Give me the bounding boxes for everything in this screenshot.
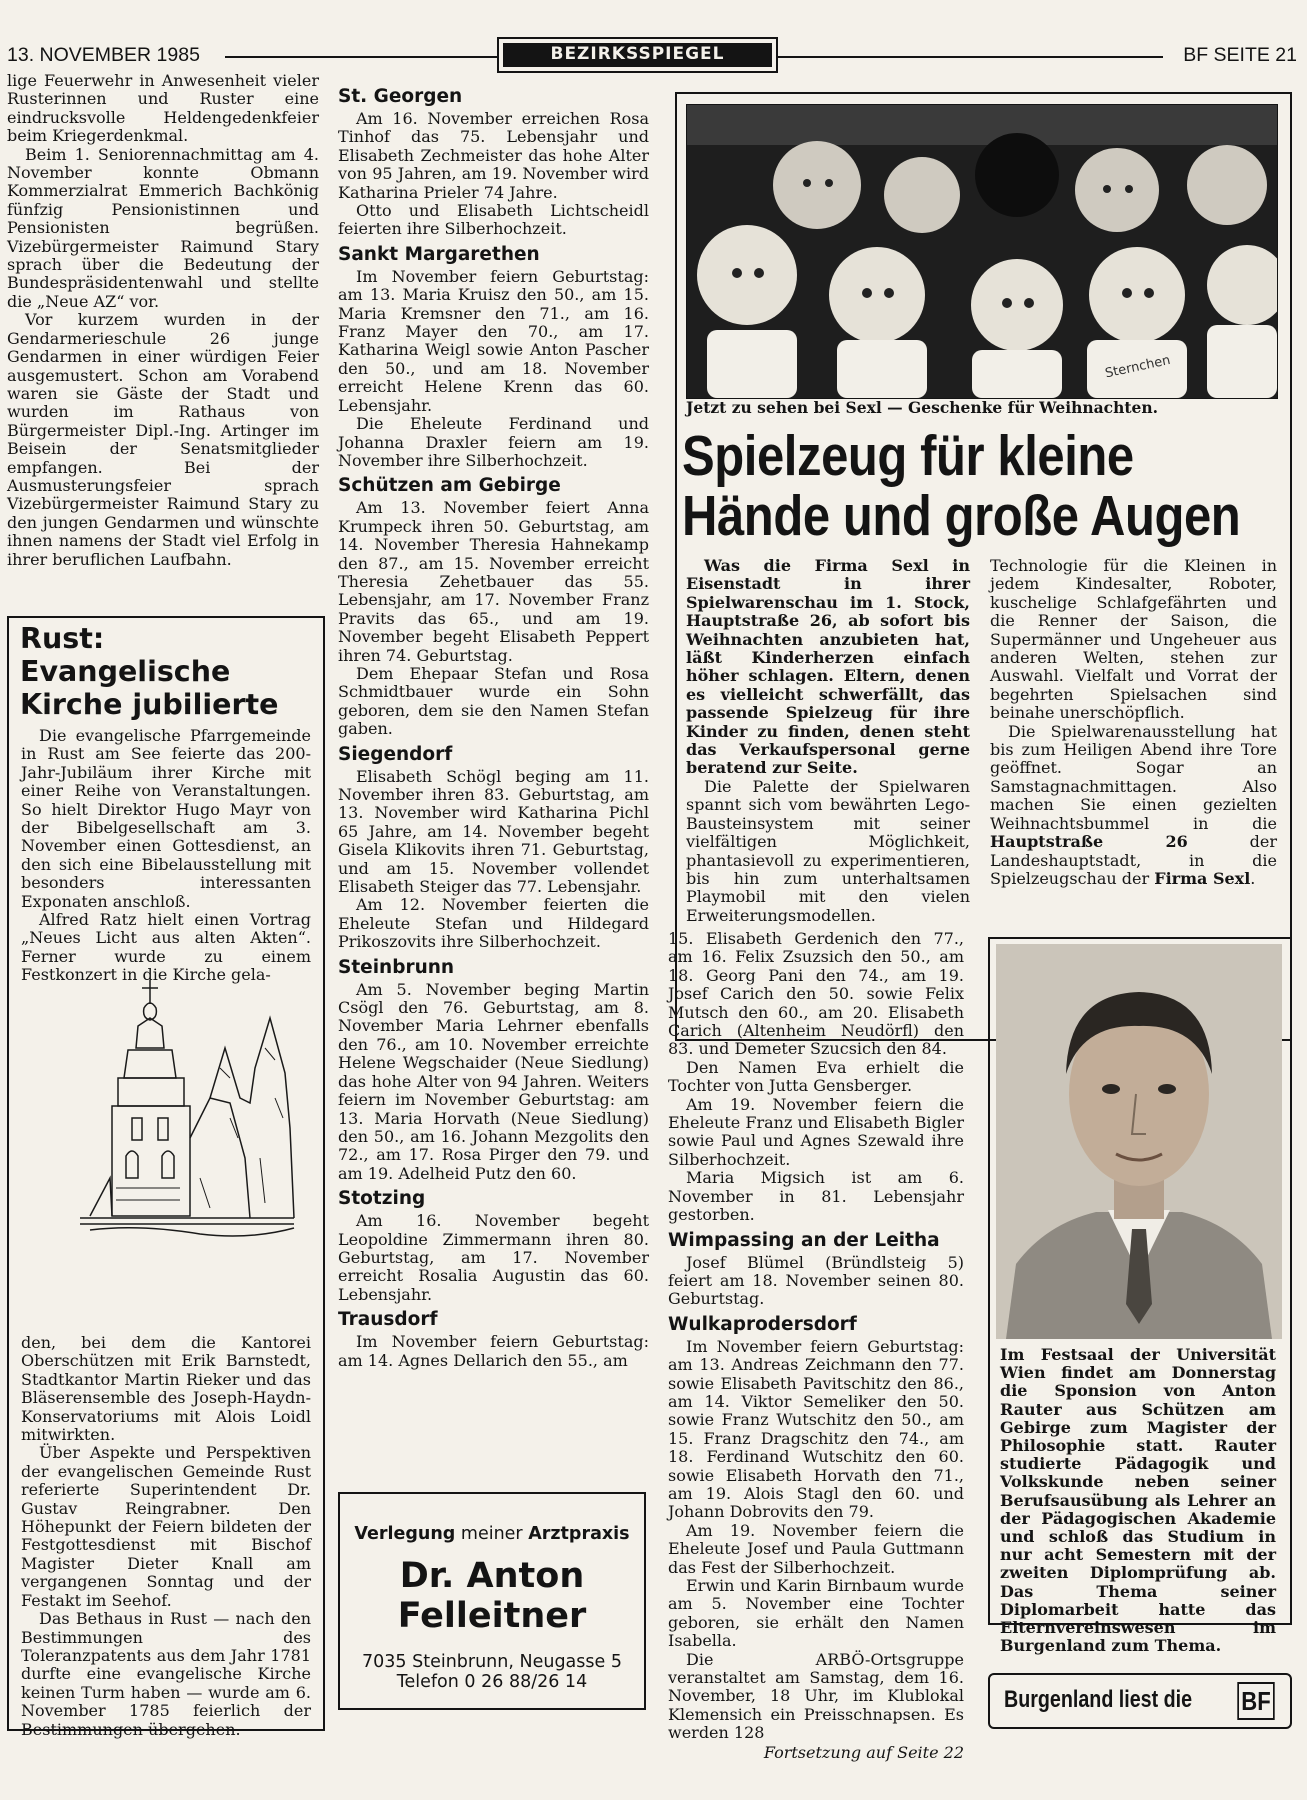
section-heading: Wimpassing an der Leitha [668,1229,940,1251]
article-headline [682,424,1241,548]
paragraph: Den Namen Eva erhielt die Tochter von Jutta Gensberger. [668,1057,964,1096]
column-family-news [338,86,649,1370]
ad-announcement [340,1524,644,1544]
paragraph: Das Bethaus in Rust — nach den Bestimmungen des Toleranzpatents aus dem Jahr 1781 durfte eine evangelische Kirche keinen Turm haben — wurde am 6. November 1785 feierlich der Bestimmungen übergehen. [21,1609,311,1739]
ad-phone: Telefon 0 26 88/26 14 [396,1672,588,1692]
paragraph: Technologie für die Kleinen in jedem Kindesalter, Roboter, kuschelige Schlafgefährten und die Renner der Saison, die Supermänner und Ungeheuer aus anderen Welten, stehen zur Auswahl. Vielfalt und Vorrat der begehrten Spielsachen sind beinahe unerschöpflich. [990,556,1277,723]
address-highlight: Hauptstraße 26 [990,832,1188,852]
paragraph: Im November feiern Geburtstag: am 14. Agnes Dellarich den 55., am [338,1332,649,1370]
issue-date: 13. NOVEMBER 1985 [7,44,200,66]
paragraph: Alfred Ratz hielt einen Vortrag „Neues Licht aus alten Akten“. Ferner wurde zu einem Festkonzert in die Kirche gela- [21,910,311,985]
promo-text: Burgenland liest die [1004,1686,1193,1713]
company-name: Firma Sexl [1154,868,1251,888]
paragraph: Josef Blümel (Bründlsteig 5) feiert am 18. November seinen 80. Geburtstag. [668,1252,964,1309]
dolls-illustration [687,105,1277,398]
section-heading: Siegendorf [338,743,453,765]
portrait-photo [996,944,1282,1339]
ad-word: Verlegung [354,1524,456,1544]
text-run: der Landeshauptstadt, in die Spielzeugschau der [990,832,1277,888]
paragraph: Am 5. November beging Martin Csögl den 76. Geburtstag, am 8. November Maria Lehrner ebenfalls den 76., am 10. November erreichte Helene Wegschaider (Neue Siedlung) das hohe Alter von 94 Jahren. Weiters feiern im November Geburtstag: am 13. Maria Horvath (Neue Siedlung) den 50., am 16. Johann Mezgolits den 72., am 17. Rosa Pirger den 79. und am 19. Adelheid Putz den 60. [338,979,649,1183]
paragraph: Beim 1. Seniorennachmittag am 4. November konnte Obmann Kommerzialrat Emmerich Bachkönig fünfzig Pensionistinnen und Pensionisten begrüßen. Vizebürgermeister Raimund Stary sprach über die Bedeutung der Bundespräsidentenwahl und stellte die „Neue AZ“ vor. [7,144,319,311]
ad-word: Arztpraxis [528,1524,630,1544]
photo-caption: Jetzt zu sehen bei Sexl — Geschenke für Weihnachten. [686,398,1159,417]
text-run: Die Spielwarenausstellung hat bis zum Heiligen Abend ihre Tore geöffnet. Sogar an Samstagnachmittagen. Also machen Sie einen gezielten Weihnachtsbummel in die [990,721,1277,833]
church-drawing [80,978,300,1278]
section-heading: Schützen am Gebirge [338,475,561,497]
ad-name-line-2: Felleitner [397,1596,587,1636]
section-heading: Trausdorf [338,1309,438,1331]
bf-logo: BF [1237,1682,1274,1720]
article-body-left [686,557,970,925]
ad-doctor-name [340,1556,644,1636]
ad-word: meiner [455,1524,529,1544]
paragraph: 15. Elisabeth Gerdenich den 77., am 16. Felix Zsuzsich den 50., am 18. Georg Pani den 74., am 19. Josef Carich den 50. sowie Felix Mutsch den 60., am 20. Elisabeth Carich (Altenheim Neudörfl) den 83. und Demeter Szucsich den 84. [668,929,964,1059]
column-family-news-continued [668,930,964,1762]
paragraph: Am 16. November begeht Leopoldine Zimmermann ihren 80. Geburtstag, am 17. November erreicht Rosalia Augustin das 60. Lebensjahr. [338,1211,649,1304]
lead-paragraph: Was die Firma Sexl in Eisenstadt in ihrer Spielwarenschau im 1. Stock, Hauptstraße 26, ab sofort bis Weihnachten anzubieten hat, läßt Kinderherzen einfach höher schlagen. Eltern, denen es vielleicht schwerfällt, das passende Spielzeug für ihre Kinder zu finden, denen steht das Verkaufspersonal gerne beratend zur Seite. [686,556,970,778]
doll-shirt-text: Sternchen [1103,352,1172,382]
section-heading: Wulkaprodersdorf [668,1313,857,1335]
advertisement-doctor [338,1492,646,1710]
portrait-illustration [996,944,1282,1339]
text-run: . [1250,868,1256,888]
ad-address: 7035 Steinbrunn, Neugasse 5 [362,1652,622,1672]
header-rule-left [225,56,497,58]
headline-line-2: Hände und große Augen [682,484,1241,548]
paragraph: Die Palette der Spielwaren spannt sich vom bewährten Lego-Bausteinsystem mit seiner vielfältigen Möglichkeit, phantasievoll zu experimentieren, bis hin zum unterhaltsamen Playmobil mit den vielen Erweiterungsmodellen. [686,776,970,925]
paragraph: Im November feiern Geburtstag: am 13. Andreas Zeichmann den 77. sowie Elisabeth Pavitschitz den 86., am 14. Viktor Semeliker den 50. sowie Franz Wutschitz den 50., am 15. Franz Dragschitz den 74., am 18. Ferdinand Wutschitz den 60. sowie Elisabeth Horvath den 71., am 19. Alois Stagl den 60. und Johann Dobrovits den 79. [668,1336,964,1522]
section-heading: Stotzing [338,1188,426,1210]
article-body-right [990,557,1277,888]
paragraph: Die ARBÖ-Ortsgruppe veranstaltet am Samstag, dem 16. November, 18 Uhr, im Klublokal Klemensich ein Preisschnapsen. Es werden 128 [668,1649,964,1743]
paragraph: Die Eheleute Ferdinand und Johanna Draxler feiern am 19. November ihre Silberhochzeit. [338,414,649,470]
article-body-part1 [21,727,311,985]
paragraph: Dem Ehepaar Stefan und Rosa Schmidtbauer wurde ein Sohn geboren, dem sie den Namen Stefan gaben. [338,663,649,739]
section-heading: St. Georgen [338,86,463,107]
paragraph: Am 13. November feiert Anna Krumpeck ihren 50. Geburtstag, am 14. November Theresia Hahnekamp den 87., am 15. November erreicht Theresia Zehetbauer das 55. Lebensjahr, am 17. November Franz Pravits das 65., und am 19. November begeht Elisabeth Peppert ihren 74. Geburtstag. [338,498,649,665]
paragraph: Am 19. November feiern die Eheleute Josef und Paula Guttmann das Fest der Silberhochzeit. [668,1520,964,1577]
section-title: BEZIRKSSPIEGEL [503,43,772,67]
photo-dolls [686,104,1278,399]
paragraph: Über Aspekte und Perspektiven der evangelischen Gemeinde Rust referierte Superintendent Dr. Gustav Reingrabner. Den Höhepunkt der Feiern bildeten der Festgottesdienst mit Bischof Magister Dieter Knall am vergangenen Sonntag und der Festakt im Seehof. [21,1443,311,1610]
paragraph: Erwin und Karin Birnbaum wurde am 5. November eine Tochter geboren, sie erhält den Namen Isabella. [668,1576,964,1651]
promo-box [988,1673,1292,1729]
paragraph: Elisabeth Schögl beging am 11. November ihren 83. Geburtstag, am 13. November wird Katharina Pichl 65 Jahre, am 14. November begeht Gisela Klikovits ihren 71. Geburtstag, und am 15. November vollendet Elisabeth Steiger das 77. Lebensjahr. [338,766,649,897]
paragraph: Am 16. November erreichen Rosa Tinhof das 75. Lebensjahr und Elisabeth Zechmeister das hohe Alter von 95 Jahren, am 19. November wird Katharina Prieler 74 Jahre. [338,109,649,202]
section-heading: Steinbrunn [338,956,455,978]
continued-note: Fortsetzung auf Seite 22 [763,1742,964,1762]
paragraph: Otto und Elisabeth Lichtscheidl feierten ihre Silberhochzeit. [338,201,649,239]
section-heading: Sankt Margarethen [338,243,540,265]
paragraph: den, bei dem die Kantorei Oberschützen mit Erik Barnstedt, Stadtkantor Martin Rieker und das Bläserensemble des Joseph-Haydn-Konservatoriums mit Alois Loidl mitwirkten. [21,1333,311,1445]
header-rule-right [778,56,1163,58]
ad-contact [340,1652,644,1692]
article-headline: Rust: Evangelische Kirche jubilierte [20,622,279,721]
paragraph [990,723,1277,889]
paragraph: Vor kurzem wurden in der Gendarmerieschule 26 junge Gendarmen in einer würdigen Feier ausgemustert. Schon am Vorabend waren sie Gäste der Stadt und wurden im Rathaus von Bürgermeister Dipl.-Ing. Artinger im Beisein der Senatsmitglieder empfangen. Bei der Ausmusterungsfeier sprach Vizebürgermeister Raimund Stary zu den jungen Gendarmen und wünschte ihnen namens der Stadt viel Erfolg in ihrer beruflichen Laufbahn. [7,310,319,569]
portrait-caption: Im Festsaal der Universität Wien findet am Donnerstag die Sponsion von Anton Rauter aus Schützen am Gebirge zum Magister der Philosophie statt. Rauter studierte Pädagogik und Volkskunde neben seiner Berufsausübung als Lehrer an der Pädagogischen Akademie und schloß das Studium in nur acht Semestern mit der zweiten Diplomprüfung ab. Das Thema seiner Diplomarbeit hatte das Elternvereinswesen im Burgenland zum Thema. [1000,1345,1276,1656]
paragraph: Am 12. November feierten die Eheleute Stefan und Hildegard Prikoszovits ihre Silberhochzeit. [338,895,649,952]
page-number: BF SEITE 21 [1183,44,1297,66]
article-body-part2 [21,1334,311,1739]
headline-line-1: Spielzeug für kleine [682,424,1134,488]
paragraph: Im November feiern Geburtstag: am 13. Maria Kruisz den 50., am 15. Maria Kremsner den 71., am 16. Franz Mayer den 70., am 17. Katharina Weigl sowie Anton Pascher den 50., und am 18. November erreicht Helene Krenn das 60. Lebensjahr. [338,266,649,415]
paragraph: Maria Migsich ist am 6. November in 81. Lebensjahr gestorben. [668,1168,964,1225]
paragraph: Am 19. November feiern die Eheleute Franz und Elisabeth Bigler sowie Paul und Agnes Szewald ihre Silberhochzeit. [668,1094,964,1169]
section-banner [497,37,778,73]
ad-name-line-1: Dr. Anton [399,1556,585,1596]
article-rust-news [7,72,319,569]
paragraph: Die evangelische Pfarrgemeinde in Rust am See feierte das 200-Jahr-Jubiläum ihrer Kirche mit einer Reihe von Veranstaltungen. So hielt Direktor Hugo Mayr von der Bibelgesellschaft am 3. November einen Gottesdienst, an den sich eine Bibelausstellung mit besonders interessanten Exponaten anschloß. [21,726,311,911]
paragraph: lige Feuerwehr in Anwesenheit vieler Rusterinnen und Ruster eine eindrucksvolle Heldengedenkfeier beim Kriegerdenkmal. [7,71,319,146]
